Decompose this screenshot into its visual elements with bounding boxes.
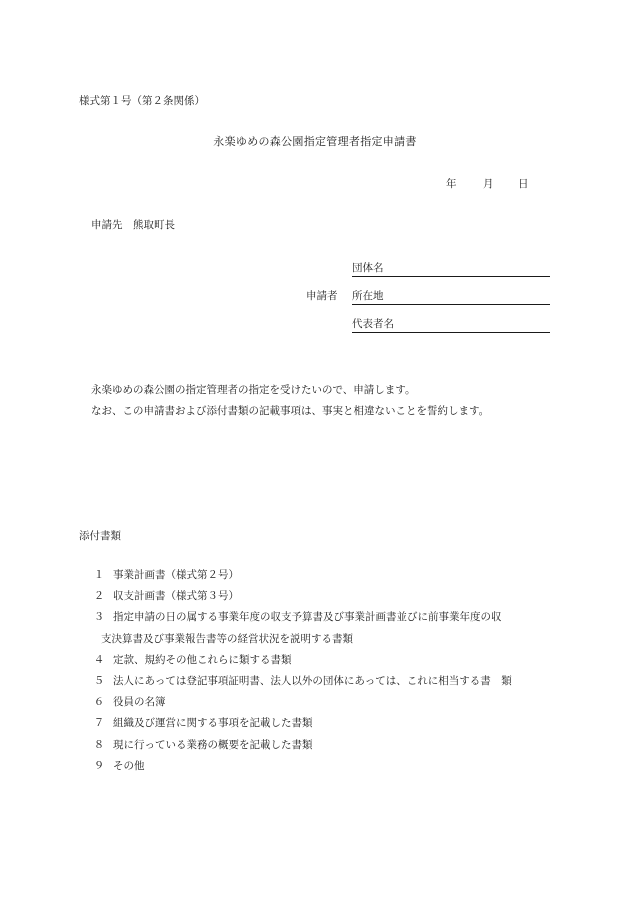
list-item-text: 法人にあっては登記事項証明書、法人以外の団体にあっては、これに相当する書 類 [113, 674, 512, 687]
applicant-label: 申請者 [306, 290, 338, 302]
list-item-text: 定款、規約その他これらに類する書類 [113, 653, 292, 666]
form-number: 様式第１号（第２条関係） [79, 95, 205, 107]
list-item-number: ７ [93, 717, 105, 730]
list-item-number: ２ [93, 590, 105, 603]
date-year: 年 [446, 178, 457, 190]
representative-label: 代表者名 [352, 318, 394, 330]
list-item-text: 役員の名簿 [113, 696, 166, 709]
list-item-text: 組織及び運営に関する事項を記載した書類 [113, 717, 313, 730]
list-item-text: 指定申請の日の属する事業年度の収支予算書及び事業計画書並びに前事業年度の収 [113, 611, 502, 624]
date-day: 日 [518, 178, 529, 190]
list-item-number: ３ [93, 611, 105, 624]
list-item [88, 739, 558, 760]
list-item-number: ８ [93, 738, 105, 751]
list-item [88, 654, 558, 675]
list-item-continuation: 支決算書及び事業報告書等の経営状況を説明する書類 [101, 632, 353, 645]
attachments-list [88, 569, 558, 781]
addressee: 申請先 熊取町長 [91, 219, 175, 231]
list-item [88, 590, 558, 611]
application-statement [91, 380, 489, 422]
representative-field[interactable] [352, 318, 550, 333]
list-item-text: 現に行っている業務の概要を記載した書類 [113, 738, 313, 751]
list-item-number: ４ [93, 653, 105, 666]
page-title: 永楽ゆめの森公園指定管理者指定申請書 [213, 135, 417, 148]
list-item [88, 717, 558, 738]
address-label: 所在地 [352, 290, 384, 302]
list-item-number: １ [93, 569, 105, 581]
statement-line-2: なお、この申請書および添付書類の記載事項は、事実と相違ないことを誓約します。 [91, 405, 490, 417]
list-item-number: ５ [93, 674, 105, 687]
list-item [88, 696, 558, 717]
organization-name-label: 団体名 [352, 262, 384, 274]
list-item-number: ６ [93, 696, 105, 709]
list-item [88, 675, 558, 696]
list-item-text: 収支計画書（様式第３号） [113, 590, 239, 603]
list-item-text: 事業計画書（様式第２号） [113, 569, 239, 581]
organization-name-field[interactable] [352, 262, 550, 277]
list-item-text: その他 [113, 759, 145, 772]
date-month: 月 [483, 178, 494, 190]
list-item [88, 760, 558, 781]
attachments-heading: 添付書類 [79, 530, 121, 542]
statement-line-1: 永楽ゆめの森公園の指定管理者の指定を受けたいので、申請します。 [91, 384, 416, 396]
address-field[interactable] [352, 290, 550, 305]
list-item [88, 611, 558, 653]
list-item-number: ９ [93, 759, 105, 772]
list-item [88, 569, 558, 590]
